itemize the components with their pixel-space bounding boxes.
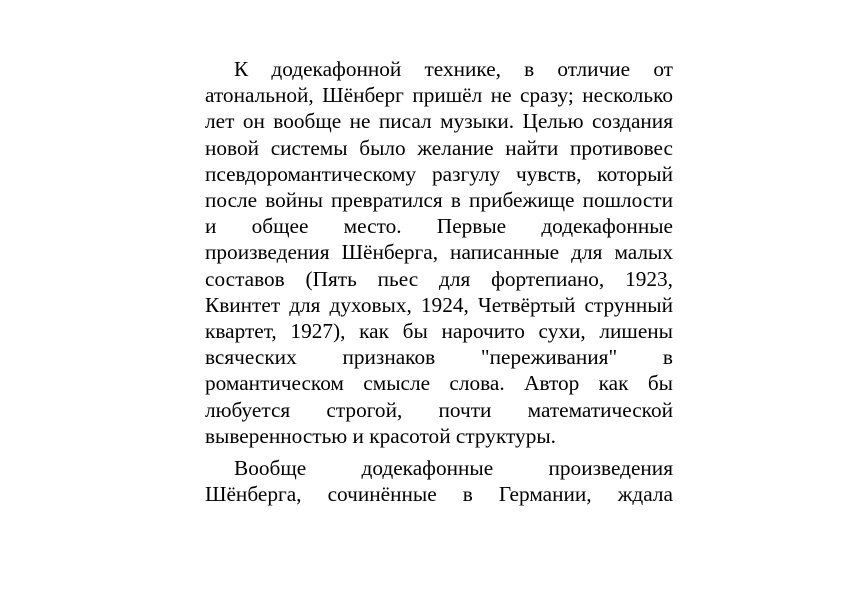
document-body <box>205 56 673 513</box>
paragraph: К додекафонной технике, в отличие от атональной, Шёнберг пришёл не сразу; несколько лет он вообще не писал музыки. Целью создания новой системы было желание найти противовес псевдоромантическому разгулу чувств, который после войны превратился в прибежище пошлости и общее место. Первые додекафонные произведения Шёнберга, написанные для малых составов (Пять пьес для фортепиано, 1923, Квинтет для духовых, 1924, Четвёртый струнный квартет, 1927), как бы нарочито сухи, лишены всяческих признаков "переживания" в романтическом смысле слова. Автор как бы любуется строгой, почти математической выверенностью и красотой структуры. <box>205 57 673 448</box>
paragraph: Вообще додекафонные произведения Шёнберга, сочинённые в Германии, ждала <box>205 456 673 507</box>
